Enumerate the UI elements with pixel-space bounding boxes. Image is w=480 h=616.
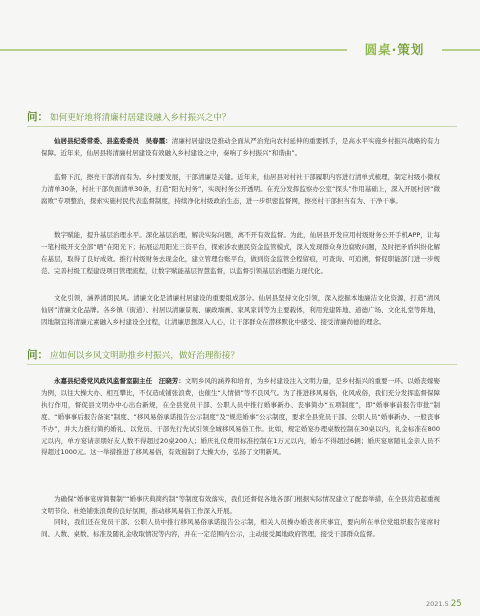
column-title-part2: 策划 — [397, 42, 425, 57]
speaker-name: 仙居县纪委常委、县监委委员 吴春霞： — [54, 137, 172, 145]
issue-number: 2021.5 — [426, 600, 449, 608]
paragraph-text: 监督下沉，擦亮干部清而有为。乡村要发展，干部清廉是关键。近年来，仙居县对村社干部履职内容进行清单式梳理，制定村级小微权力清单30条，村社干部负面清单30条，打造“阳光村务”，实现村务公开透明。在充分发挥监察办公室“探头”作用基础上，深入开展村居“微腐败”专项整治，探索实施村民代表监督制度，持续净化村级政治生态，进一步织密监督网，擦亮村干部担当有为、干净干事。 — [41, 173, 440, 205]
question-text: 应如何以乡风文明助推乡村振兴，做好治理衔接？ — [50, 351, 240, 361]
answer-paragraph — [41, 230, 440, 278]
answer-paragraph — [41, 293, 440, 329]
column-title-separator: · — [391, 42, 398, 57]
column-title — [347, 42, 442, 58]
paragraph-text: 文明乡风的涵养和培育，为乡村建设注入文明力量，是乡村振兴的重要一环。以婚丧嫁娶为例，以往大操大办、相互攀比，不仅造成铺张浪费，也催生“人情债”等不良风气。为了推进移风易俗，化风成俗，我们充分发挥监督保障执行作用，督促县文明办中心出台新规，在全县党员干部、公职人员中推行婚事新办、丧事简办“五项制度”，即“婚事事前报告审批”制度、“婚事事后报告备案”制度、“移风易俗承诺报告公示制度”及“规范婚事”公示制度，要求全县党员干部、公职人员“婚事新办、一般丧事不办”，并大力推行简约婚礼、以党员、干部先行先试引领全城移风易俗工作。比如，规定婚宴办理桌数控制在30桌以内，礼金标准在800元以内，单方宴请亲朋好友人数不得超过20桌200人；婚庆礼仪费用标准控制在1万元以内，婚车不得超过6辆；婚庆宴席随礼金亲人员不得超过1000元。这一举措推进了移风易俗，有效遏制了大操大办，弘扬了文明新风。 — [41, 377, 441, 457]
question-heading-1 — [27, 110, 457, 124]
paragraph-text: 同时，我们还在党员干部、公职人员中推行移风易俗承诺报告公示制，相关人员操办婚丧喜庆事宜，要向所在单位党组织报告宴席时间、人数、桌数、标准及随礼金收取情况等内容，并在一定范围内公示，主动接受属地政府管理，接受干部群众监督。 — [41, 518, 440, 538]
page-number-value: 25 — [450, 599, 462, 609]
answer-paragraph — [41, 494, 440, 518]
paragraph-text: 清廉村居建设是推动全面从严治党向农村延伸的重要抓手，是高水平实施乡村振兴战略的有力保障。近年来，仙居县将清廉村居建设有效融入乡村建设之中，奏响了乡村振兴“和谐曲”。 — [41, 137, 441, 157]
answer-paragraph — [41, 172, 440, 208]
question-mark: 问： — [27, 111, 48, 123]
paragraph-text: 为确保“婚事宴席简餐制”“婚事庆典简约制”等制度有效落实，我们还督促各地各部门根据实际情况建立了配套举措，在全县营造起重视文明节俭、杜绝铺张浪费的良好氛围，推动移风易俗工作深入开展。 — [41, 495, 440, 515]
answer-paragraph — [41, 136, 440, 160]
question-underline — [27, 364, 457, 365]
question-text: 如何更好地将清廉村居建设融入乡村振兴之中？ — [50, 113, 231, 123]
speaker-name: 永嘉县纪委党风政风监督室副主任 汪晓芳： — [54, 377, 185, 385]
question-underline — [27, 126, 457, 127]
page-number — [426, 599, 462, 609]
question-mark: 问： — [27, 349, 48, 361]
paragraph-text: 文化引领，涵养清朗民风。清廉文化是清廉村居建设的重要组成部分。仙居县坚持文化引领，深入挖掘本地廉洁文化资源，打造“清风仙居”清廉文化品牌。各乡镇（街道）、村居以清廉景观、廉政墙画、家风家训等为主要载体，利用党建阵地、道德广场、文化礼堂等阵地，因地制宜将清廉元素融入乡村建设全过程，让清廉思想深入人心，让干部群众在潜移默化中感受、接受清廉尚德的理念。 — [41, 294, 440, 326]
answer-paragraph — [41, 517, 440, 541]
question-heading-2 — [27, 348, 457, 362]
answer-paragraph — [41, 376, 440, 459]
column-title-part1: 圆桌 — [364, 42, 392, 57]
paragraph-text: 数字赋能，提升基层治理水平。深化基层治理，解决实际问题，离不开有效监督。为此，仙居县开发应用村级财务公开手机APP，让每一笔村级开支全部“晒”在阳光下；拓展运用阳光三资平台，探索涉农惠民资金监管模式，深入发现群众身边腐败问题，及时把矛盾纠纷化解在基层，取得了良好成效。推行村级财务去现金化，建立管理台账平台，做到资金监管全程留痕，可查询、可追溯，督促职能部门进一步规范、完善村级工程建设项目管理流程，让数字赋能基层智慧监督，以监督引领基层治理能力现代化。 — [41, 231, 440, 275]
